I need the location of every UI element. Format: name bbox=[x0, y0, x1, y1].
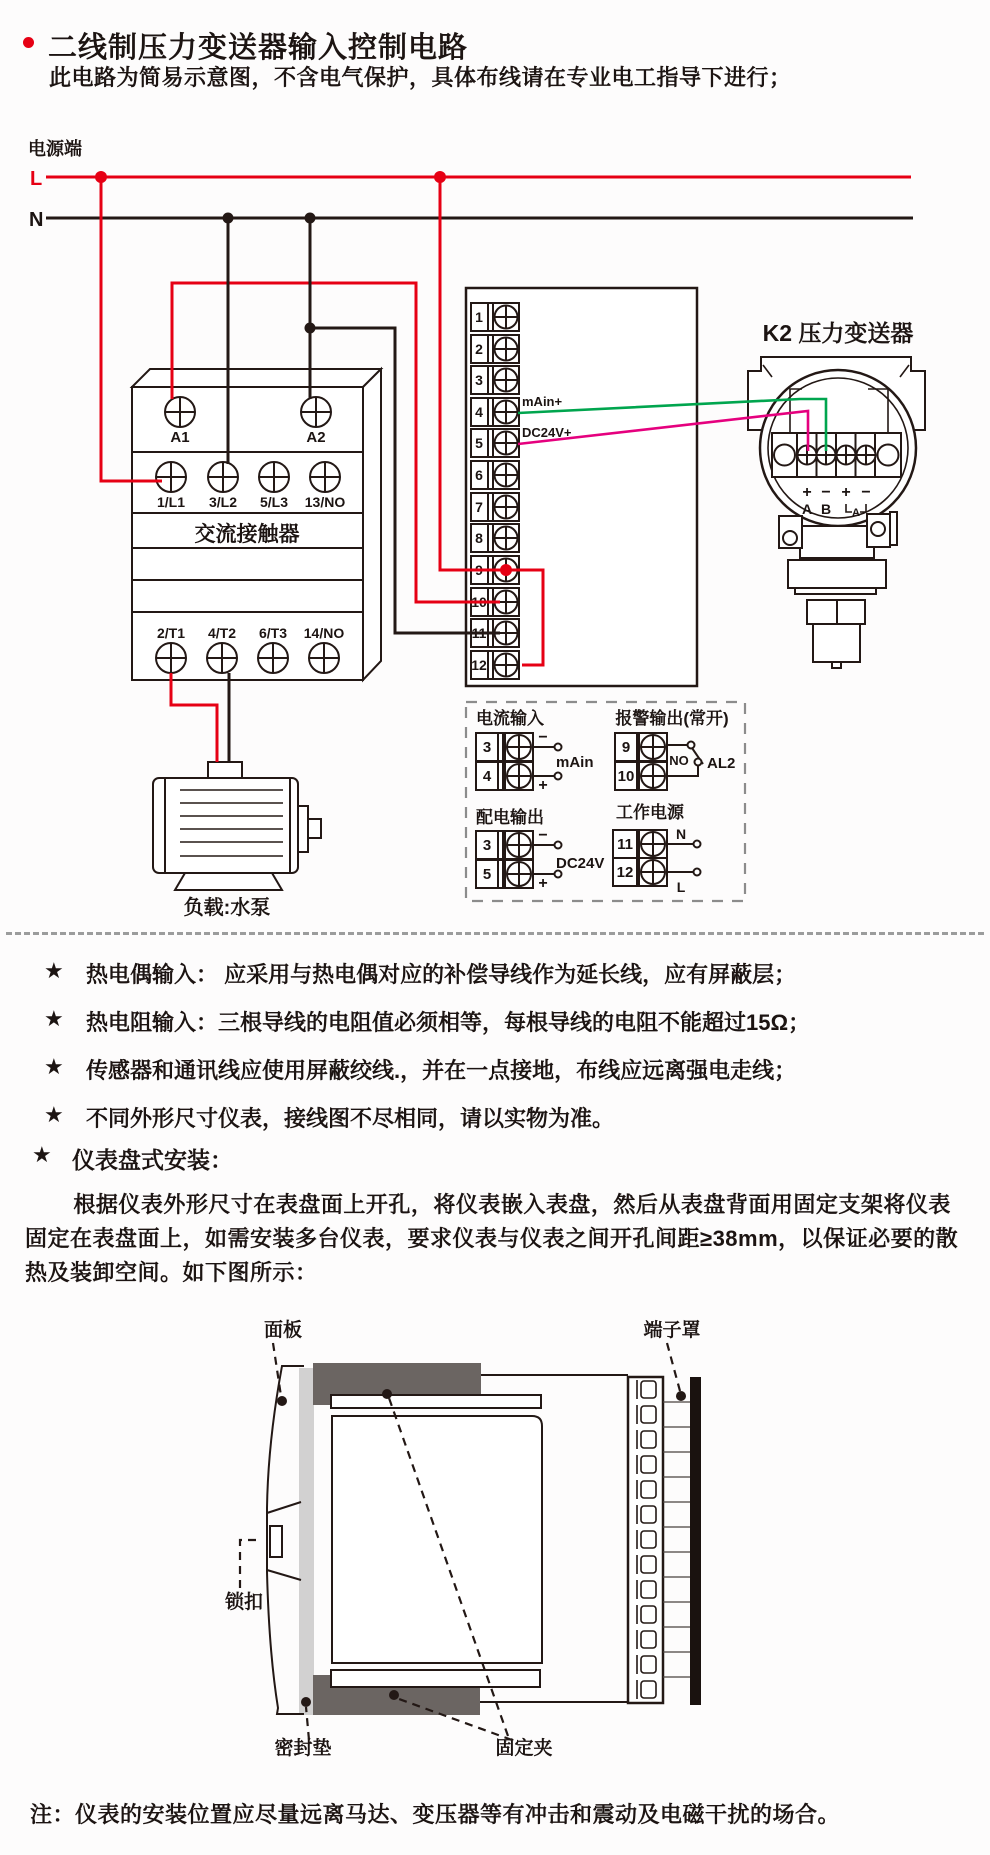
terminal-number: 12 bbox=[616, 864, 634, 881]
terminal-number: 11 bbox=[471, 625, 487, 641]
terminal4-signal-label: mAin+ bbox=[522, 394, 563, 409]
clamp-label: 固定夹 bbox=[495, 1738, 553, 1759]
terminal-label: 5/L3 bbox=[259, 494, 289, 510]
line-label: L bbox=[676, 879, 686, 895]
terminal-number: 5 bbox=[482, 866, 492, 883]
latch-label: 锁扣 bbox=[224, 1592, 264, 1613]
list-item bbox=[44, 1006, 954, 1037]
terminal-label: 14/NO bbox=[303, 625, 345, 641]
terminal-number: 5 bbox=[475, 435, 483, 451]
junction-dot bbox=[434, 171, 446, 183]
page-subtitle: 此电路为简易示意图，不含电气保护，具体布线请在专业电工指导下进行； bbox=[49, 65, 792, 90]
meter-terminal-strip bbox=[466, 288, 697, 686]
pump-motor bbox=[153, 762, 321, 919]
star-icon: ★ bbox=[44, 1006, 64, 1031]
latch bbox=[270, 1526, 282, 1557]
junction-dot bbox=[223, 213, 234, 224]
ac-contactor bbox=[132, 369, 381, 680]
star-icon: ★ bbox=[44, 1054, 64, 1079]
junction-dot bbox=[95, 171, 107, 183]
star-icon: ★ bbox=[44, 958, 64, 983]
terminal-number: 9 bbox=[621, 739, 631, 756]
signal-label: mAin bbox=[556, 754, 594, 771]
terminal-number: 3 bbox=[482, 837, 492, 854]
polarity-sign: − bbox=[538, 827, 548, 844]
terminal-number: 12 bbox=[471, 657, 487, 673]
line-l-label: L bbox=[30, 168, 43, 190]
note-text: 不同外形尺寸仪表，接线图不尽相同，请以实物为准。 bbox=[86, 1106, 615, 1131]
current-input-group bbox=[476, 708, 594, 794]
terminal-cover-label: 端子罩 bbox=[643, 1320, 701, 1341]
polarity-sign: + bbox=[802, 484, 812, 501]
terminal-number: 2 bbox=[475, 341, 483, 357]
terminal-label: 3/L2 bbox=[208, 494, 238, 510]
wire-2t1-to-motor bbox=[171, 673, 217, 762]
junction-dot bbox=[500, 564, 512, 576]
rear-terminal-column bbox=[628, 1377, 701, 1705]
list-item bbox=[44, 1054, 954, 1085]
install-heading bbox=[32, 1142, 233, 1175]
polarity-sign: − bbox=[861, 484, 871, 501]
section-divider bbox=[6, 932, 984, 935]
terminal-letter: A bbox=[801, 501, 813, 517]
note-text: 热电阻输入：三根导线的电阻值必须相等，每根导线的电阻不能超过15Ω； bbox=[86, 1010, 811, 1035]
polarity-sign: − bbox=[538, 729, 548, 746]
working-power-group bbox=[613, 802, 701, 895]
gasket-label: 密封垫 bbox=[274, 1738, 332, 1759]
install-heading-text: 仪表盘式安装： bbox=[72, 1147, 233, 1173]
note-text: 传感器和通讯线应使用屏蔽绞线.，并在一点接地，布线应远离强电走线； bbox=[86, 1058, 797, 1083]
coil-a1-label: A1 bbox=[170, 429, 190, 446]
terminal-number: 7 bbox=[475, 499, 483, 515]
polarity-sign: − bbox=[821, 484, 831, 501]
terminal-number: 6 bbox=[475, 467, 483, 483]
group-title: 工作电源 bbox=[616, 803, 684, 822]
load-label: 负载:水泵 bbox=[183, 897, 271, 919]
line-n-label: N bbox=[29, 209, 44, 231]
relay-label: AL2 bbox=[707, 755, 736, 772]
group-title: 配电输出 bbox=[476, 808, 544, 827]
install-paragraph: 根据仪表外形尺寸在表盘面上开孔，将仪表嵌入表盘，然后从表盘背面用固定支架将仪表固定在表盘面上，如需安装多台仪表，要求仪表与仪表之间开孔间距≥38mm，以保证必要的散热及装卸空间。如下图所示： bbox=[25, 1192, 959, 1285]
terminal-label: 2/T1 bbox=[156, 625, 186, 641]
power-source-label: 电源端 bbox=[28, 139, 82, 159]
terminal-number: 3 bbox=[482, 739, 492, 756]
wiring-diagram bbox=[0, 95, 990, 930]
terminal-cover-bar bbox=[690, 1377, 701, 1705]
polarity-sign: + bbox=[538, 777, 548, 794]
terminal-letter: B bbox=[820, 501, 832, 517]
terminal-label: 13/NO bbox=[304, 494, 346, 510]
group-title: 电流输入 bbox=[476, 709, 544, 728]
alarm-output-group bbox=[615, 708, 735, 790]
list-item bbox=[44, 958, 954, 989]
terminal5-signal-label: DC24V+ bbox=[522, 425, 572, 440]
polarity-sign: + bbox=[538, 875, 548, 892]
terminal-number: 9 bbox=[475, 562, 483, 578]
page-title: 二线制压力变送器输入控制电路 bbox=[48, 32, 469, 64]
star-icon: ★ bbox=[44, 1102, 64, 1127]
terminal-number: 10 bbox=[471, 594, 487, 610]
junction-dot bbox=[305, 213, 316, 224]
mounting-panel bbox=[299, 1368, 314, 1715]
ammeter-mark: A bbox=[852, 507, 860, 519]
terminal-number: 10 bbox=[617, 768, 635, 785]
footer-note: 注：仪表的安装位置应尽量远离马达、变压器等有冲击和震动及电磁干扰的场合。 bbox=[30, 1802, 841, 1827]
star-icon: ★ bbox=[32, 1142, 52, 1167]
terminal-label: 4/T2 bbox=[207, 625, 237, 641]
installation-diagram bbox=[0, 1300, 990, 1805]
red-bullet-icon bbox=[23, 37, 34, 48]
terminal-label: 6/T3 bbox=[258, 625, 288, 641]
terminal-number: 3 bbox=[475, 372, 483, 388]
terminal-number: 1 bbox=[475, 309, 483, 325]
terminal-number: 11 bbox=[617, 836, 633, 853]
polarity-sign: + bbox=[841, 484, 851, 501]
notes-list bbox=[44, 958, 954, 1150]
contact-label: NO bbox=[669, 753, 689, 768]
contactor-name: 交流接触器 bbox=[194, 523, 300, 546]
front-bezel bbox=[267, 1366, 304, 1714]
line-label: N bbox=[675, 826, 687, 842]
list-item bbox=[44, 1102, 954, 1133]
terminal-number: 4 bbox=[482, 768, 492, 785]
note-text: 热电偶输入： 应采用与热电偶对应的补偿导线作为延长线，应有屏蔽层； bbox=[86, 962, 797, 987]
pressure-transmitter bbox=[748, 320, 925, 668]
coil-a2-label: A2 bbox=[306, 429, 326, 446]
signal-label: DC24V bbox=[556, 855, 605, 872]
distribution-output-group bbox=[476, 807, 604, 892]
group-title: 报警输出(常开) bbox=[615, 709, 729, 728]
terminal-label: 1/L1 bbox=[156, 494, 186, 510]
screw-terminal bbox=[165, 397, 195, 427]
terminal-number: 8 bbox=[475, 530, 483, 546]
terminal-number: 4 bbox=[475, 404, 483, 420]
screw-terminal bbox=[301, 397, 331, 427]
panel-label: 面板 bbox=[263, 1320, 303, 1341]
junction-dot bbox=[305, 323, 316, 334]
transmitter-title: K2 压力变送器 bbox=[762, 320, 914, 346]
